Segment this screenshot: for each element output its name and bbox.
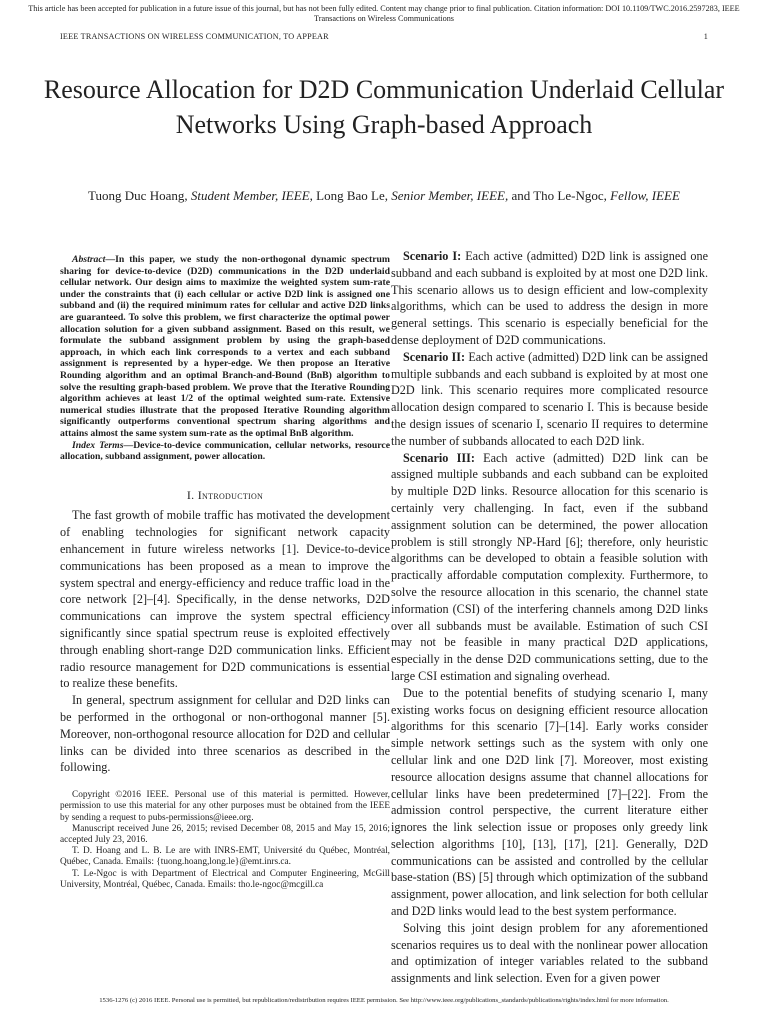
author-1-role: Student Member, IEEE,: [190, 188, 313, 203]
copyright-footer: 1536-1276 (c) 2016 IEEE. Personal use is permitted, but republication/redistribution requires IEEE permission. See http://www.ieee.org/publications_standards/publications/rights/index.html for more information.: [99, 997, 669, 1004]
scenario-3-label: Scenario III:: [403, 450, 475, 465]
scenario-1: [391, 248, 708, 349]
scenario-2-label: Scenario II:: [403, 349, 466, 364]
scenario-1-text: Each active (admitted) D2D link is assigned one subband and each subband is exploited by at most one D2D link. This scenario allows us to design efficient and low-complexity algorithms, which can be used to address the design in more general settings. This scenario is especially beneficial for the dense deployment of D2D communications.: [391, 249, 708, 347]
author-2-name: Long Bao Le,: [316, 188, 388, 203]
author-list: [40, 188, 728, 204]
left-column: [60, 254, 390, 891]
scenario-1-label: Scenario I:: [403, 249, 462, 263]
footnote-manuscript: Manuscript received June 26, 2015; revised December 08, 2015 and May 15, 2016; accepted July 23, 2016.: [60, 823, 390, 846]
index-terms-text: —Device-to-device communication, cellular networks, resource allocation, subband assignment, power allocation.: [60, 439, 390, 463]
notice-line-2: Transactions on Wireless Communications: [314, 14, 454, 23]
scenario-2: [391, 349, 708, 450]
page-number: 1: [703, 32, 708, 41]
running-head: [60, 32, 708, 41]
footnote-affiliation-2: T. Le-Ngoc is with Department of Electrical and Computer Engineering, McGill University, Montréal, Québec, Canada. Emails: tho.le-ngoc@mcgill.ca: [60, 868, 390, 890]
intro-paragraph-1: The fast growth of mobile traffic has motivated the development of enabling technologies for significant network capacity enhancement in future wireless networks [1]. Device-to-device communications has been proposed as a mean to improve the system spectral and energy-efficiency and reduce traffic load in the core network [2]–[4]. Specifically, in the dense networks, D2D communications can improve the system spectral efficiency significantly since spatial spectrum reuse is exploited effectively through enabling short-range D2D communication links. Efficient radio resource management for D2D communications is essential to realize these benefits.: [60, 508, 390, 691]
journal-name: IEEE TRANSACTIONS ON WIRELESS COMMUNICATION, TO APPEAR: [60, 32, 329, 41]
right-column: [391, 248, 708, 987]
section-numeral: I.: [186, 487, 195, 502]
author-2-role: Senior Member, IEEE,: [391, 188, 509, 203]
index-terms-label: Index Terms: [72, 439, 124, 451]
body-paragraph-5: Solving this joint design problem for any aforementioned scenarios requires us to deal with the nonlinear power allocation and optimization of integer variables related to the subband assignments and link selection. Even for a given power: [391, 920, 708, 986]
abstract-label: Abstract: [72, 254, 106, 265]
author-1-name: Tuong Duc Hoang,: [88, 188, 188, 203]
section-title: Introduction: [197, 487, 264, 502]
intro-paragraph-2: In general, spectrum assignment for cellular and D2D links can be performed in the orthogonal or non-orthogonal manner [5]. Moreover, non-orthogonal resource allocation for D2D and cellular links can be divided into three scenarios as described in the following.: [60, 693, 390, 775]
scenario-3: [391, 450, 708, 685]
paper-title: Resource Allocation for D2D Communication Underlaid Cellular Networks Using Graph-based Approach: [43, 75, 725, 139]
index-terms: [60, 440, 390, 463]
author-3-name: and Tho Le-Ngoc,: [511, 188, 607, 203]
footnote-copyright: Copyright ©2016 IEEE. Personal use of this material is permitted. However, permission to use this material for any other purposes must be obtained from the IEEE by sending a request to pubs-permissions@ieee.org.: [60, 790, 390, 823]
abstract: [60, 254, 390, 440]
section-heading: [60, 487, 390, 504]
scenario-3-text: Each active (admitted) D2D link can be assigned multiple subbands and each subband can be exploited by multiple D2D links. Resource allocation for this scenario is certainly very challenging. In fact, even if the subband assignment solution can be determined, the power allocation problem is still strongly NP-Hard [6]; therefore, only heuristic algorithms can be developed to obtain a feasible solution with practically affordable computation complexity. Furthermore, to solve the resource allocation in this scenario, the channel state information (CSI) of the interfering channels among D2D links over all subbands must be available. Estimation of such CSI may not be feasible in many practical D2D applications, especially in the dense D2D communications setting, due to the large CSI estimation and signaling overhead.: [391, 450, 708, 683]
scenario-2-text: Each active (admitted) D2D link can be assigned multiple subbands and each subband is exploited by at most one D2D link. This scenario requires more complicated resource allocation design compared to scenario I. This is because beside the design issues of scenario I, scenario II requires to determine the number of subbands allocated to each D2D link.: [391, 349, 708, 448]
footnotes: [60, 790, 390, 891]
footnote-affiliation-1: T. D. Hoang and L. B. Le are with INRS-EMT, Université du Québec, Montréal, Québec, Canada. Emails: {tuong.hoang,long.le}@emt.inrs.ca.: [60, 846, 390, 868]
author-3-role: Fellow, IEEE: [610, 188, 680, 203]
publication-notice: [20, 4, 748, 24]
notice-line-1: This article has been accepted for publication in a future issue of this journal, but has not been fully edited. Content may change prior to final publication. Citation information: DOI 10.1109/TWC.2016.2597283, IEEE: [28, 4, 740, 13]
abstract-text: —In this paper, we study the non-orthogonal dynamic spectrum sharing for device-to-device (D2D) communications in the D2D underlaid cellular network. Our design aims to maximize the weighted system sum-rate under the constraints that (i) each cellular or active D2D link is assigned one subband and (ii) the required minimum rates for cellular and active D2D links are guaranteed. To solve this problem, we first characterize the optimal power allocation solution for a given subband assignment. Based on this result, we formulate the subband assignment problem by using the graph-based approach, in which each link corresponds to a vertex and each subband assignment is represented by a hyper-edge. We then propose an Iterative Rounding algorithm and an optimal Branch-and-Bound (BnB) algorithm to solve the resulting graph-based problem. We prove that the Iterative Rounding algorithm achieves at least 1/2 of the optimal weighted sum-rate. Extensive numerical studies illustrate that the proposed Iterative Rounding algorithm significantly outperforms conventional spectrum sharing algorithms and attains almost the same system sum-rate as the optimal BnB algorithm.: [60, 254, 390, 439]
body-paragraph-4: Due to the potential benefits of studying scenario I, many existing works focus on designing efficient resource allocation algorithms for this scenario [7]–[14]. Early works consider simple network settings such as the system with only one cellular link and one D2D link [7]. Moreover, most existing resource allocation designs assume that channel allocations for cellular links have been predetermined [7]–[22]. From the admission control perspective, the current literature either ignores the link selection issue or proposes only greedy link selection algorithms [10], [13], [17], [21]. Generally, D2D communications can be assisted and controlled by the cellular base-station (BS) [5] through which optimization of the subband assignment, power allocation, and link selection for both cellular and D2D links would lead to the best system performance.: [391, 685, 708, 919]
